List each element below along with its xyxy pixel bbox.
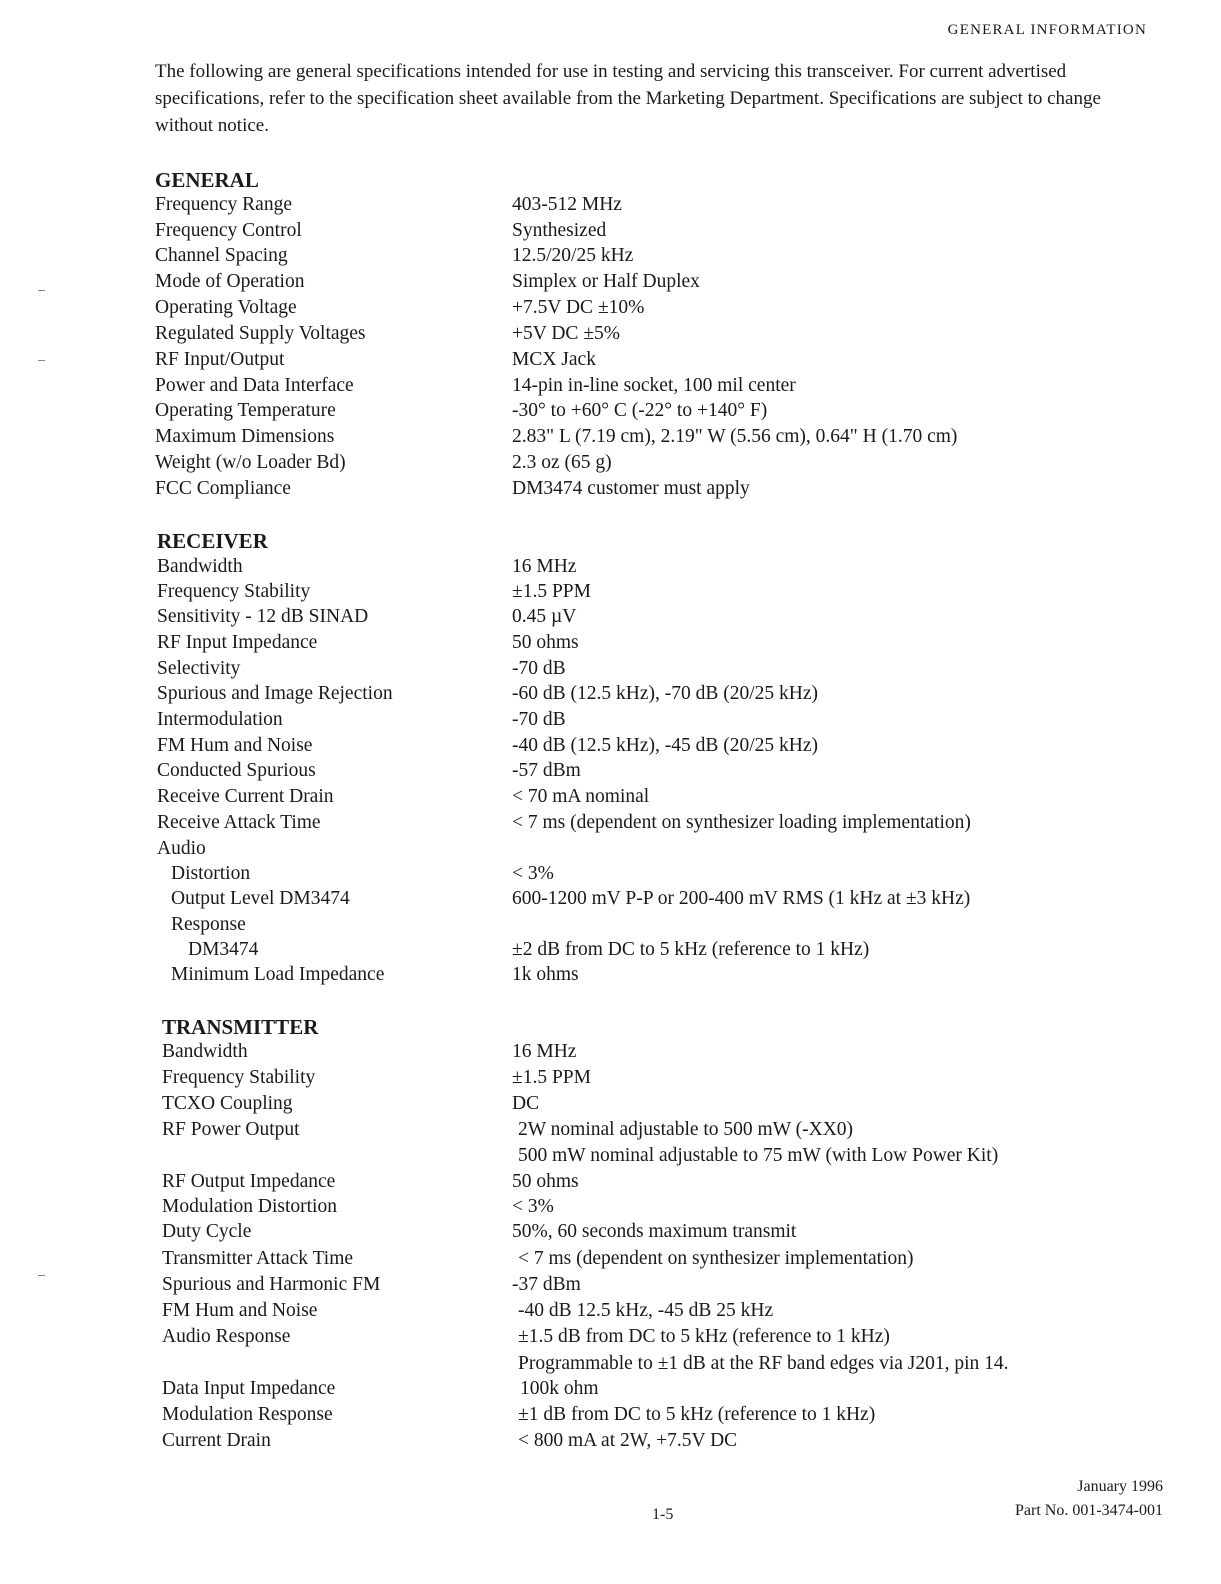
- intro-paragraph: The following are general specifications intended for use in testing and servicing this transceiver. For current advertised specifications, refer to the specification sheet available from the Marketing Department. Specifications are subject to change without notice.: [155, 61, 1101, 136]
- spec-label: Audio: [157, 838, 206, 859]
- spec-label: RF Power Output: [162, 1119, 300, 1140]
- spec-value: < 70 mA nominal: [512, 786, 650, 807]
- spec-label: FCC Compliance: [155, 478, 291, 499]
- spec-label: TCXO Coupling: [162, 1093, 293, 1114]
- spec-label: Mode of Operation: [155, 271, 305, 292]
- spec-label: Modulation Distortion: [162, 1196, 337, 1217]
- spec-value: ±1.5 PPM: [512, 581, 591, 602]
- spec-value: -57 dBm: [512, 760, 581, 781]
- spec-value: ±1 dB from DC to 5 kHz (reference to 1 kHz): [518, 1404, 876, 1425]
- spec-label: Modulation Response: [162, 1404, 333, 1425]
- spec-label: Regulated Supply Voltages: [155, 323, 366, 344]
- spec-label: Selectivity: [157, 658, 241, 679]
- spec-label: Intermodulation: [157, 709, 283, 730]
- spec-label: Distortion: [171, 863, 251, 884]
- spec-value: 600-1200 mV P-P or 200-400 mV RMS (1 kHz at ±3 kHz): [512, 888, 971, 909]
- spec-value: -30° to +60° C (-22° to +140° F): [512, 400, 768, 421]
- spec-value: 2W nominal adjustable to 500 mW (-XX0): [518, 1119, 854, 1140]
- spec-label: Frequency Control: [155, 220, 302, 241]
- spec-value: 500 mW nominal adjustable to 75 mW (with Low Power Kit): [518, 1145, 999, 1166]
- spec-value: < 3%: [512, 1196, 554, 1217]
- spec-value: -40 dB (12.5 kHz), -45 dB (20/25 kHz): [512, 735, 818, 756]
- spec-label: Minimum Load Impedance: [171, 964, 385, 985]
- spec-value: +5V DC ±5%: [512, 323, 621, 344]
- margin-mark: [38, 360, 45, 361]
- spec-label: FM Hum and Noise: [162, 1300, 318, 1321]
- spec-value: 50%, 60 seconds maximum transmit: [512, 1221, 797, 1242]
- running-header: GENERAL INFORMATION: [947, 22, 1147, 38]
- spec-label: Operating Voltage: [155, 297, 297, 318]
- section-title-general: GENERAL: [155, 168, 259, 192]
- spec-label: Maximum Dimensions: [155, 426, 335, 447]
- spec-value: < 7 ms (dependent on synthesizer loading implementation): [512, 812, 971, 833]
- spec-value: DM3474 customer must apply: [512, 478, 750, 499]
- footer-part-number: Part No. 001-3474-001: [1015, 1502, 1163, 1519]
- spec-value: 1k ohms: [512, 964, 579, 985]
- margin-mark: [38, 1275, 45, 1276]
- spec-value: ±1.5 dB from DC to 5 kHz (reference to 1 kHz): [518, 1326, 890, 1347]
- spec-label: Spurious and Image Rejection: [157, 683, 393, 704]
- spec-value: Programmable to ±1 dB at the RF band edges via J201, pin 14.: [518, 1353, 1009, 1374]
- spec-value: -70 dB: [512, 658, 566, 679]
- spec-value: 403-512 MHz: [512, 194, 622, 215]
- spec-value: 0.45 µV: [512, 606, 577, 627]
- spec-value: ±1.5 PPM: [512, 1067, 591, 1088]
- spec-label: Current Drain: [162, 1430, 271, 1451]
- spec-label: Bandwidth: [157, 556, 243, 577]
- spec-label: Duty Cycle: [162, 1221, 252, 1242]
- spec-value: -70 dB: [512, 709, 566, 730]
- spec-label: Data Input Impedance: [162, 1378, 336, 1399]
- spec-label: Transmitter Attack Time: [162, 1248, 354, 1269]
- spec-label: Output Level DM3474: [171, 888, 350, 909]
- spec-label: RF Output Impedance: [162, 1171, 336, 1192]
- spec-label: Frequency Stability: [157, 581, 311, 602]
- spec-label: RF Input/Output: [155, 349, 285, 370]
- spec-label: Weight (w/o Loader Bd): [155, 452, 346, 473]
- spec-label: Response: [171, 914, 246, 935]
- spec-label: Frequency Stability: [162, 1067, 316, 1088]
- spec-label: Conducted Spurious: [157, 760, 316, 781]
- spec-value: Synthesized: [512, 220, 607, 241]
- spec-label: Sensitivity - 12 dB SINAD: [157, 606, 369, 627]
- spec-label: Bandwidth: [162, 1041, 248, 1062]
- section-title-receiver: RECEIVER: [157, 529, 268, 553]
- footer-date: January 1996: [1077, 1478, 1163, 1495]
- section-title-transmitter: TRANSMITTER: [162, 1015, 319, 1039]
- spec-value: < 3%: [512, 863, 554, 884]
- spec-value: < 7 ms (dependent on synthesizer implementation): [518, 1248, 914, 1269]
- spec-value: +7.5V DC ±10%: [512, 297, 645, 318]
- spec-value: -37 dBm: [512, 1274, 581, 1295]
- spec-value: 100k ohm: [520, 1378, 599, 1399]
- spec-value: 2.3 oz (65 g): [512, 452, 612, 473]
- margin-mark: [38, 290, 45, 291]
- spec-label: Receive Current Drain: [157, 786, 334, 807]
- spec-value: -60 dB (12.5 kHz), -70 dB (20/25 kHz): [512, 683, 818, 704]
- spec-value: Simplex or Half Duplex: [512, 271, 700, 292]
- spec-value: ±2 dB from DC to 5 kHz (reference to 1 kHz): [512, 939, 870, 960]
- spec-label: Operating Temperature: [155, 400, 336, 421]
- spec-value: < 800 mA at 2W, +7.5V DC: [518, 1430, 738, 1451]
- spec-value: 14-pin in-line socket, 100 mil center: [512, 375, 796, 396]
- spec-label: Audio Response: [162, 1326, 291, 1347]
- footer-page-number: 1-5: [652, 1506, 674, 1523]
- spec-label: Spurious and Harmonic FM: [162, 1274, 381, 1295]
- spec-value: 12.5/20/25 kHz: [512, 245, 634, 266]
- spec-label: Channel Spacing: [155, 245, 288, 266]
- spec-label: DM3474: [188, 939, 259, 960]
- spec-value: 16 MHz: [512, 556, 577, 577]
- spec-value: -40 dB 12.5 kHz, -45 dB 25 kHz: [518, 1300, 774, 1321]
- spec-label: Frequency Range: [155, 194, 292, 215]
- spec-value: DC: [512, 1093, 540, 1114]
- spec-value: 50 ohms: [512, 1171, 579, 1192]
- spec-label: Power and Data Interface: [155, 375, 354, 396]
- spec-label: Receive Attack Time: [157, 812, 321, 833]
- spec-value: MCX Jack: [512, 349, 596, 370]
- spec-label: RF Input Impedance: [157, 632, 318, 653]
- spec-label: FM Hum and Noise: [157, 735, 313, 756]
- spec-value: 50 ohms: [512, 632, 579, 653]
- spec-value: 2.83" L (7.19 cm), 2.19" W (5.56 cm), 0.64" H (1.70 cm): [512, 426, 958, 447]
- spec-value: 16 MHz: [512, 1041, 577, 1062]
